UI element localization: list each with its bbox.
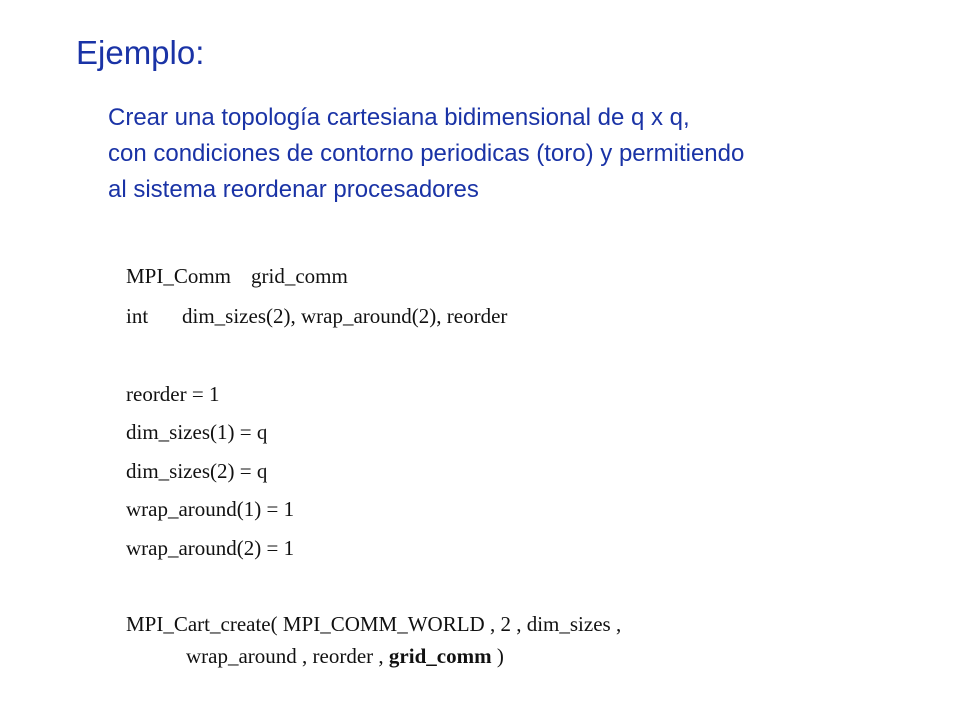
code-var-list: dim_sizes(2), wrap_around(2), reorder bbox=[182, 304, 508, 328]
code-call-line-2 bbox=[186, 644, 504, 669]
code-call-grid-comm: grid_comm bbox=[388, 644, 492, 668]
code-call-line-1: MPI_Cart_create( MPI_COMM_WORLD , 2 , dim_sizes , bbox=[126, 612, 622, 636]
code-assign-wrap-1: wrap_around(1) = 1 bbox=[126, 497, 295, 521]
intro-line-3: al sistema reordenar procesadores bbox=[108, 176, 479, 203]
code-var-grid-comm: grid_comm bbox=[251, 264, 348, 288]
code-declaration-comm bbox=[126, 264, 348, 289]
code-call-args: wrap_around , reorder , bbox=[186, 644, 389, 668]
code-assign-dim-2: dim_sizes(2) = q bbox=[126, 459, 268, 483]
code-assign-dim-1: dim_sizes(1) = q bbox=[126, 420, 268, 444]
code-type-int: int bbox=[126, 304, 149, 328]
code-assign-reorder: reorder = 1 bbox=[126, 382, 220, 406]
code-declaration-int bbox=[126, 304, 507, 329]
intro-line-2: con condiciones de contorno periodicas (toro) y permitiendo bbox=[108, 140, 745, 167]
code-call-close: ) bbox=[491, 644, 504, 668]
intro-paragraph bbox=[108, 100, 744, 208]
code-type-mpi-comm: MPI_Comm bbox=[126, 264, 232, 288]
intro-line-1: Crear una topología cartesiana bidimensional de q x q, bbox=[108, 104, 690, 131]
code-assign-wrap-2: wrap_around(2) = 1 bbox=[126, 536, 295, 560]
slide-title: Ejemplo: bbox=[76, 34, 205, 71]
